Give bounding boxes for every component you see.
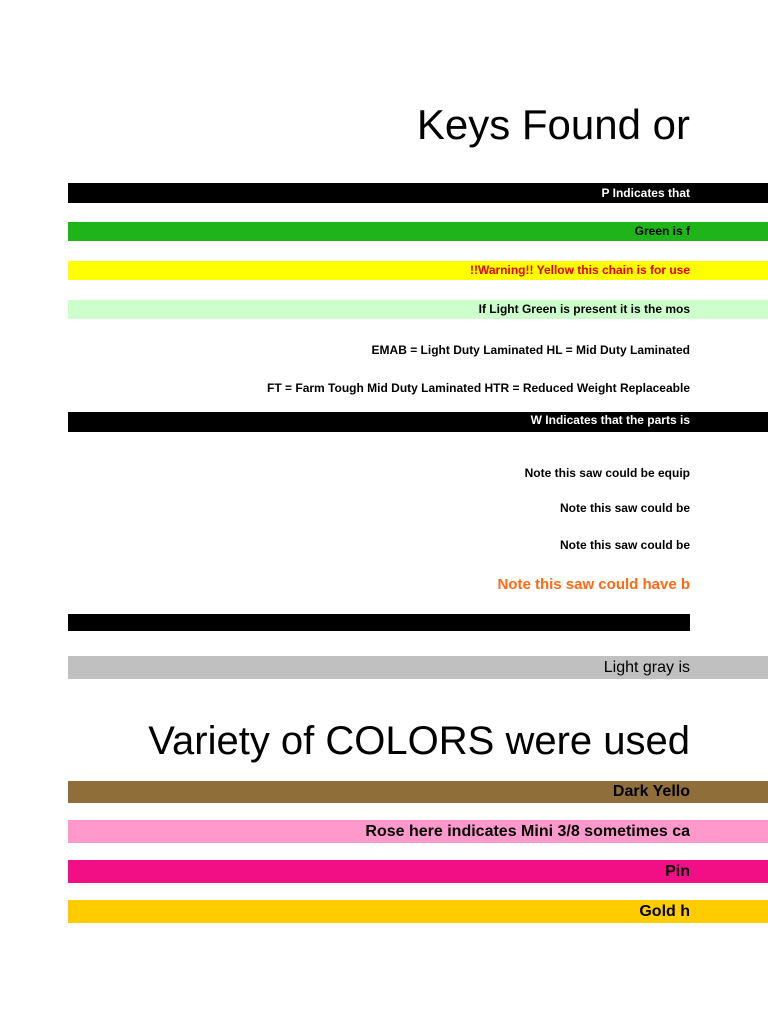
note-text-2: Note this saw could be	[559, 538, 690, 552]
ft-htr-row	[0, 378, 768, 398]
rose-text: Rose here indicates Mini 3/8 sometimes ca	[365, 823, 690, 840]
dark-yellow-row	[68, 781, 768, 803]
rose-row	[68, 820, 768, 843]
note-row-1	[68, 498, 768, 518]
w-indicates-row	[68, 412, 768, 432]
note-have-text: Note this saw could have b	[497, 576, 690, 593]
green-text: Green is f	[634, 224, 690, 238]
light-gray-text: Light gray is	[603, 659, 690, 676]
note-row-2	[68, 535, 768, 555]
warning-text: !!Warning!! Yellow this chain is for use	[469, 263, 690, 277]
gold-row	[68, 900, 768, 923]
note-text-1: Note this saw could be	[559, 501, 690, 515]
emab-hl-text: EMAB = Light Duty Laminated HL = Mid Duty Laminated	[371, 343, 690, 357]
gold-text: Gold h	[639, 903, 690, 920]
variety-colors-title: Variety of COLORS were used	[148, 719, 690, 763]
pink-text: Pin	[665, 863, 690, 880]
note-equip-row	[68, 463, 768, 483]
black-divider-bar	[68, 614, 690, 631]
p-indicates-text: P Indicates that	[601, 186, 690, 200]
light-green-text: If Light Green is present it is the mos	[478, 302, 690, 316]
note-equip-text: Note this saw could be equip	[524, 466, 690, 480]
light-gray-row	[68, 656, 768, 679]
green-row	[68, 222, 768, 241]
p-indicates-row	[68, 183, 768, 203]
ft-htr-text: FT = Farm Tough Mid Duty Laminated HTR = Reduced Weight Replaceable	[267, 381, 690, 395]
warning-row	[68, 261, 768, 280]
note-have-row	[68, 574, 768, 596]
keys-found-title: Keys Found or	[416, 101, 690, 148]
dark-yellow-text: Dark Yello	[612, 783, 690, 800]
w-indicates-text: W Indicates that the parts is	[530, 413, 690, 427]
emab-hl-row	[68, 340, 768, 360]
pink-row	[68, 860, 768, 883]
light-green-row	[68, 300, 768, 319]
